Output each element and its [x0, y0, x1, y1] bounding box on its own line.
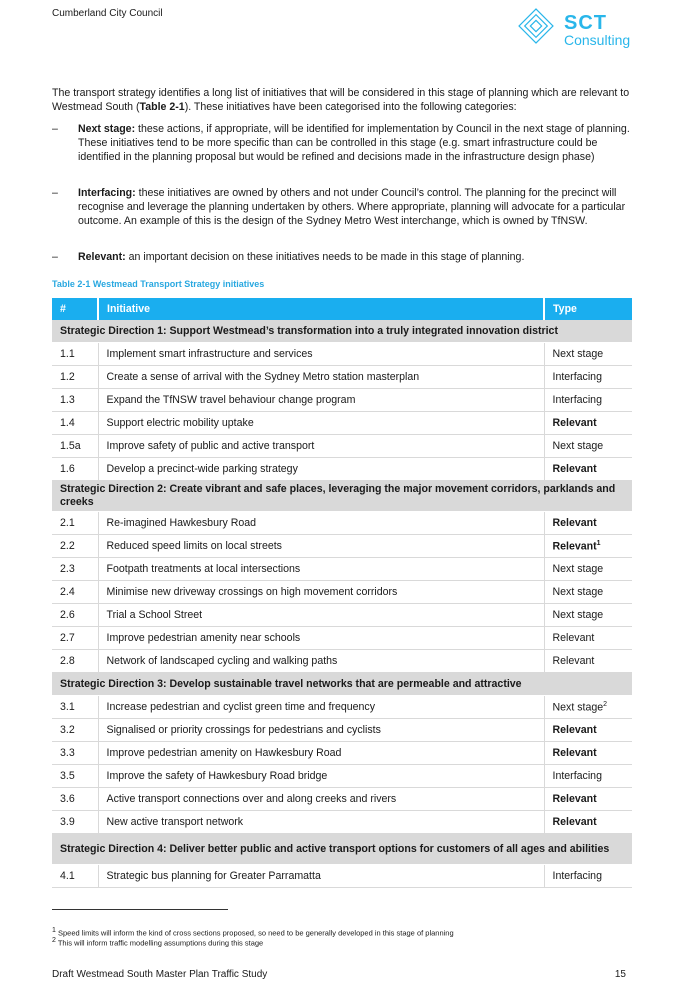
column-header-initiative: Initiative [98, 298, 544, 320]
bullet-dash: – [52, 251, 58, 263]
row-initiative: Strategic bus planning for Greater Parramatta [98, 865, 544, 888]
row-initiative: Implement smart infrastructure and services [98, 343, 544, 366]
row-type: Relevant [544, 742, 632, 765]
table-row [52, 719, 632, 742]
intro-text-end: ). These initiatives have been categorised into the following categories: [184, 101, 517, 113]
row-number: 2.6 [52, 604, 98, 627]
row-type: Relevant [544, 627, 632, 650]
table-reference: Table 2-1 [139, 101, 185, 113]
strategic-direction-3: Strategic Direction 3: Develop sustainable travel networks that are permeable and attractive [52, 673, 632, 696]
row-number: 1.5a [52, 435, 98, 458]
row-initiative: Develop a precinct-wide parking strategy [98, 458, 544, 481]
strategic-direction-4: Strategic Direction 4: Deliver better public and active transport options for customers of all ages and abilities [52, 834, 632, 865]
table-row [52, 389, 632, 412]
bullet-term: Relevant: [78, 251, 126, 263]
row-type: Relevant [544, 412, 632, 435]
table-row [52, 412, 632, 435]
row-initiative: New active transport network [98, 811, 544, 834]
header-council-name: Cumberland City Council [52, 8, 163, 19]
strategic-direction-row [52, 320, 632, 343]
row-number: 1.1 [52, 343, 98, 366]
footnote-text: Speed limits will inform the kind of cross sections proposed, so need to be generally developed in this stage of planning [55, 928, 454, 938]
bullet-text: an important decision on these initiatives needs to be made in this stage of planning. [125, 251, 525, 263]
row-initiative: Re-imagined Hawkesbury Road [98, 512, 544, 535]
row-initiative: Improve pedestrian amenity on Hawkesbury Road [98, 742, 544, 765]
row-initiative: Increase pedestrian and cyclist green time and frequency [98, 696, 544, 719]
bullet-interfacing [52, 186, 634, 228]
row-type-text: Relevant [552, 540, 597, 553]
row-initiative: Signalised or priority crossings for pedestrians and cyclists [98, 719, 544, 742]
row-type: Relevant [544, 512, 632, 535]
row-type: Relevant [544, 719, 632, 742]
logo-text-sct: SCT [564, 12, 607, 34]
row-type: Interfacing [544, 865, 632, 888]
bullet-term: Interfacing: [78, 187, 136, 199]
column-header-type: Type [544, 298, 632, 320]
row-number: 1.4 [52, 412, 98, 435]
footnote-divider [52, 909, 228, 910]
row-type: Interfacing [544, 765, 632, 788]
row-initiative: Minimise new driveway crossings on high movement corridors [98, 581, 544, 604]
footnote-marker: 2 [603, 700, 608, 708]
row-number: 3.1 [52, 696, 98, 719]
row-initiative: Expand the TfNSW travel behaviour change program [98, 389, 544, 412]
table-row [52, 581, 632, 604]
page-number: 15 [614, 969, 626, 980]
table-row [52, 512, 632, 535]
row-initiative: Footpath treatments at local intersections [98, 558, 544, 581]
table-caption: Table 2-1 Westmead Transport Strategy initiatives [52, 279, 265, 289]
row-initiative: Reduced speed limits on local streets [98, 535, 544, 558]
footnote-number: 1 [52, 927, 56, 934]
row-number: 1.6 [52, 458, 98, 481]
table-row [52, 458, 632, 481]
table-row [52, 650, 632, 673]
row-type-text: Next stage [552, 701, 604, 714]
table-header-row [52, 298, 632, 320]
row-initiative: Improve the safety of Hawkesbury Road bridge [98, 765, 544, 788]
table-row [52, 865, 632, 888]
row-initiative: Support electric mobility uptake [98, 412, 544, 435]
bullet-text: these actions, if appropriate, will be identified for implementation by Council in the next stage of planning. These initiatives tend to be more specific than can be controlled in this stage (e.g. smart infrastructure could be identified in the planning proposal but would be refined and decisions made in the infrastructure design phase) [78, 123, 630, 163]
row-number: 4.1 [52, 865, 98, 888]
strategic-direction-row [52, 834, 632, 865]
row-type [544, 535, 632, 558]
row-number: 2.4 [52, 581, 98, 604]
footnote-2 [52, 937, 263, 948]
table-row [52, 558, 632, 581]
table-row [52, 627, 632, 650]
bullet-dash: – [52, 123, 58, 135]
row-initiative: Network of landscaped cycling and walking paths [98, 650, 544, 673]
table-row [52, 811, 632, 834]
row-type: Next stage [544, 435, 632, 458]
table-row [52, 604, 632, 627]
row-number: 3.5 [52, 765, 98, 788]
footnote-text: This will inform traffic modelling assumptions during this stage [55, 938, 264, 948]
column-header-number: # [52, 298, 98, 320]
row-type: Relevant [544, 458, 632, 481]
strategic-direction-1: Strategic Direction 1: Support Westmead’s transformation into a truly integrated innovation district [52, 320, 632, 343]
row-number: 2.2 [52, 535, 98, 558]
table-row [52, 788, 632, 811]
row-number: 1.2 [52, 366, 98, 389]
row-type: Next stage [544, 558, 632, 581]
bullet-relevant [52, 250, 634, 264]
table-row [52, 343, 632, 366]
table-row [52, 742, 632, 765]
row-number: 2.8 [52, 650, 98, 673]
intro-paragraph [52, 86, 634, 114]
bullet-term: Next stage: [78, 123, 136, 135]
strategic-direction-row [52, 481, 632, 512]
initiatives-table [52, 298, 632, 888]
row-number: 2.1 [52, 512, 98, 535]
footnote-1 [52, 927, 454, 938]
row-number: 3.2 [52, 719, 98, 742]
row-number: 2.7 [52, 627, 98, 650]
row-type: Relevant [544, 788, 632, 811]
intro-text: The transport strategy identifies a long list of initiatives that will be considered in this stage of planning which are relevant to Westmead South ( [52, 87, 630, 113]
row-type: Next stage [544, 343, 632, 366]
row-type: Interfacing [544, 366, 632, 389]
sct-consulting-logo [518, 8, 638, 52]
footer-document-title: Draft Westmead South Master Plan Traffic Study [52, 969, 268, 980]
row-type: Next stage [544, 604, 632, 627]
footnote-number: 2 [52, 937, 56, 944]
bullet-dash: – [52, 187, 58, 199]
strategic-direction-2: Strategic Direction 2: Create vibrant and safe places, leveraging the major movement corridors, parklands and creeks [52, 481, 632, 512]
row-number: 3.9 [52, 811, 98, 834]
row-number: 2.3 [52, 558, 98, 581]
table-row [52, 535, 632, 558]
row-initiative: Improve safety of public and active transport [98, 435, 544, 458]
table-row [52, 435, 632, 458]
strategic-direction-row [52, 673, 632, 696]
row-initiative: Active transport connections over and along creeks and rivers [98, 788, 544, 811]
row-type: Next stage [544, 581, 632, 604]
row-type: Relevant [544, 811, 632, 834]
footnote-marker: 1 [596, 539, 601, 547]
row-number: 1.3 [52, 389, 98, 412]
bullet-text: these initiatives are owned by others and not under Council’s control. The planning for the precinct will recognise and leverage the planning undertaken by others. Where appropriate, planning will advocate for a particular outcome. An example of this is the design of the Sydney Metro West interchange, which is owned by TfNSW. [78, 187, 626, 227]
table-row [52, 366, 632, 389]
logo-text-consulting: Consulting [564, 32, 631, 48]
row-type: Relevant [544, 650, 632, 673]
table-row [52, 696, 632, 719]
row-type: Interfacing [544, 389, 632, 412]
row-initiative: Improve pedestrian amenity near schools [98, 627, 544, 650]
row-initiative: Create a sense of arrival with the Sydney Metro station masterplan [98, 366, 544, 389]
table-row [52, 765, 632, 788]
row-number: 3.6 [52, 788, 98, 811]
row-type [544, 696, 632, 719]
bullet-next-stage [52, 122, 634, 164]
row-initiative: Trial a School Street [98, 604, 544, 627]
row-number: 3.3 [52, 742, 98, 765]
